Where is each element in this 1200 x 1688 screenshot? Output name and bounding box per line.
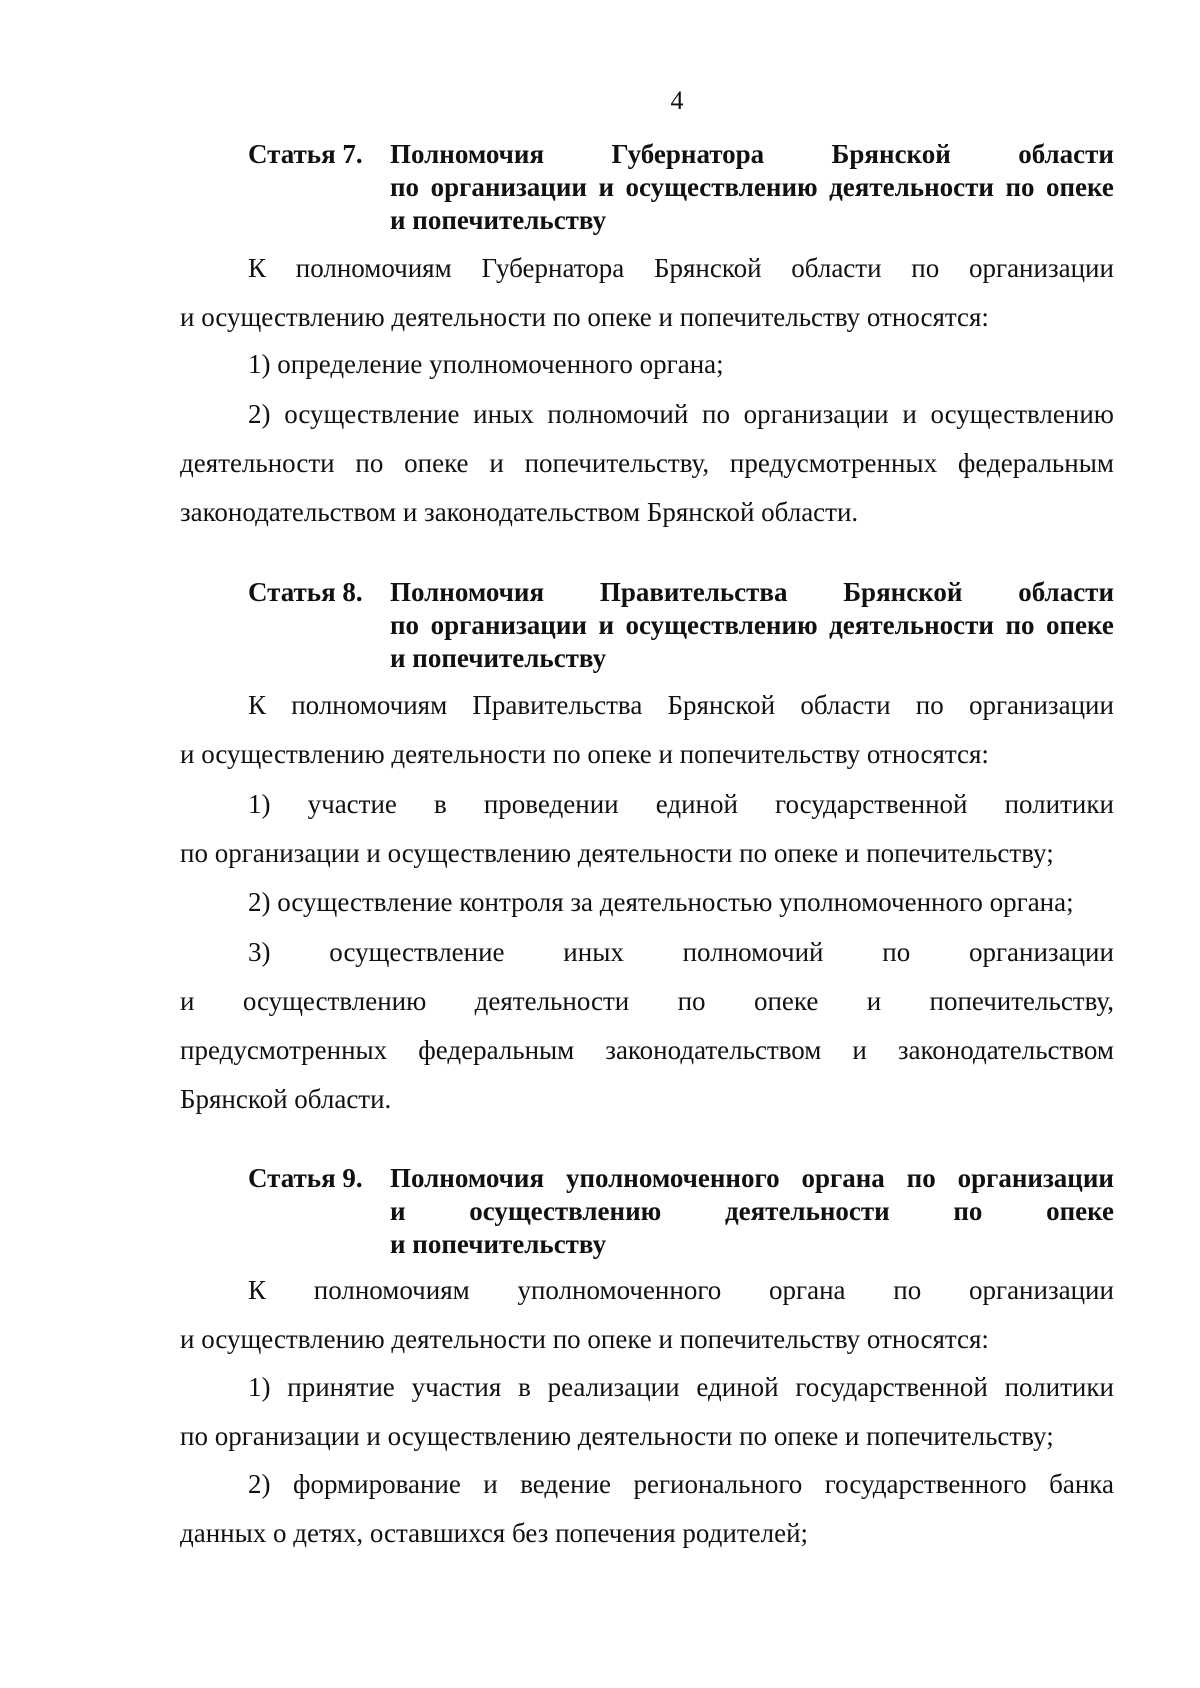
text-line xyxy=(180,244,1114,293)
word: политики xyxy=(1004,1372,1114,1402)
word: осуществлению xyxy=(625,610,818,640)
word: полномочиям xyxy=(313,1275,470,1305)
word: участие xyxy=(307,789,397,819)
word: Брянской области. xyxy=(180,1084,392,1114)
word: и xyxy=(598,610,615,640)
word: осуществлению xyxy=(625,172,818,202)
article-label: Статья 8. xyxy=(248,577,363,607)
word: законодательством xyxy=(605,1035,822,1065)
text-line xyxy=(180,1315,1114,1364)
title-line xyxy=(390,576,1114,609)
article-title xyxy=(390,1162,1114,1261)
word: попечительству, xyxy=(929,986,1114,1016)
word: уполномоченного xyxy=(517,1275,722,1305)
word: Брянской xyxy=(843,577,963,607)
title-line xyxy=(390,609,1114,642)
word: опеке xyxy=(753,986,819,1016)
paragraph xyxy=(180,1266,1114,1364)
article-title xyxy=(390,138,1114,237)
word: и xyxy=(390,1196,406,1226)
word: организации xyxy=(430,610,587,640)
word: области xyxy=(791,253,882,283)
word: и осуществлению деятельности по опеке и попечительству относятся: xyxy=(180,739,989,769)
paragraph xyxy=(180,878,1114,927)
word: по xyxy=(1005,172,1035,202)
word: Губернатора xyxy=(481,253,625,283)
word: и осуществлению деятельности по опеке и попечительству относятся: xyxy=(180,1324,989,1354)
word: организации xyxy=(969,1275,1114,1305)
word: опеке xyxy=(1046,610,1114,640)
title-line xyxy=(390,1228,1114,1261)
title-line xyxy=(390,1162,1114,1195)
word: реализации xyxy=(547,1372,680,1402)
word: 1) xyxy=(248,789,271,819)
word: полномочиям xyxy=(295,253,452,283)
word: по xyxy=(911,253,940,283)
word: попечительству, xyxy=(524,448,710,478)
word: Правительства xyxy=(599,577,788,607)
word: данных о детях, оставшихся без попечения родителей; xyxy=(180,1518,809,1548)
text-line xyxy=(180,390,1114,439)
word: по xyxy=(906,1163,936,1193)
word: Правительства xyxy=(472,690,643,720)
word: и xyxy=(483,1469,498,1499)
word: и xyxy=(866,986,882,1016)
article-8-heading xyxy=(248,576,1114,675)
word: федеральным xyxy=(957,448,1114,478)
word: формирование xyxy=(292,1469,461,1499)
word: организации xyxy=(430,172,587,202)
text-line xyxy=(180,1026,1114,1075)
word: 1) xyxy=(248,1372,271,1402)
word: осуществление xyxy=(329,937,505,967)
word: области xyxy=(800,690,891,720)
word: государственной xyxy=(775,789,968,819)
word: 2) осуществление контроля за деятельностью уполномоченного органа; xyxy=(248,887,1074,917)
paragraph xyxy=(180,390,1114,537)
word: иных xyxy=(473,399,534,429)
word: участия xyxy=(411,1372,502,1402)
word: законодательством и законодательством Брянской области. xyxy=(180,497,859,527)
word: области xyxy=(1018,139,1114,169)
word: и попечительству xyxy=(390,1229,607,1259)
word: предусмотренных xyxy=(729,448,938,478)
word: опеке xyxy=(1046,1196,1114,1226)
word: по xyxy=(390,172,420,202)
word: единой xyxy=(696,1372,779,1402)
text-line xyxy=(180,439,1114,488)
title-line xyxy=(390,171,1114,204)
word: и попечительству xyxy=(390,643,607,673)
word: и xyxy=(180,986,195,1016)
word: по xyxy=(702,399,730,429)
word: Брянской xyxy=(667,690,776,720)
word: по xyxy=(953,1196,983,1226)
word: полномочий xyxy=(547,399,689,429)
word: иных xyxy=(563,937,624,967)
text-line xyxy=(180,681,1114,730)
word: К xyxy=(248,253,267,283)
title-line xyxy=(390,1195,1114,1228)
word: банка xyxy=(1049,1469,1114,1499)
word: по xyxy=(882,937,911,967)
word: по организации и осуществлению деятельности по опеке и попечительству; xyxy=(180,838,1054,868)
word: и xyxy=(852,1035,867,1065)
article-label: Статья 9. xyxy=(248,1163,363,1193)
word: принятие xyxy=(287,1372,395,1402)
word: полномочиям xyxy=(291,690,448,720)
article-9-heading xyxy=(248,1162,1114,1261)
title-line xyxy=(390,642,1114,675)
word: ведение xyxy=(520,1469,612,1499)
word: 2) xyxy=(248,399,271,429)
word: по xyxy=(390,610,420,640)
word: и попечительству xyxy=(390,205,607,235)
word: по xyxy=(1005,610,1035,640)
article-7-heading xyxy=(248,138,1114,237)
word: осуществление xyxy=(284,399,460,429)
article-label: Статья 7. xyxy=(248,139,363,169)
text-line xyxy=(180,293,1114,342)
paragraph xyxy=(180,244,1114,342)
paragraph xyxy=(180,780,1114,878)
word: организации xyxy=(968,937,1114,967)
word: области xyxy=(1018,577,1114,607)
word: Брянской xyxy=(831,139,951,169)
page-number: 4 xyxy=(670,86,684,115)
text-line xyxy=(180,1460,1114,1509)
word: государственного xyxy=(824,1469,1027,1499)
word: Полномочия xyxy=(390,577,545,607)
word: деятельности xyxy=(829,610,994,640)
word: опеке xyxy=(404,448,469,478)
text-line xyxy=(180,878,1114,927)
word: 3) xyxy=(248,937,271,967)
word: и xyxy=(902,399,917,429)
word: и xyxy=(489,448,504,478)
word: и осуществлению деятельности по опеке и попечительству относятся: xyxy=(180,302,989,332)
article-title xyxy=(390,576,1114,675)
word: Брянской xyxy=(653,253,762,283)
word: по xyxy=(355,448,384,478)
word: осуществлению xyxy=(930,399,1114,429)
word: деятельности xyxy=(180,448,335,478)
word: полномочий xyxy=(682,937,824,967)
text-line xyxy=(180,780,1114,829)
word: в xyxy=(518,1372,531,1402)
paragraph xyxy=(180,340,1114,389)
word: 2) xyxy=(248,1469,271,1499)
paragraph xyxy=(180,928,1114,1124)
word: органа xyxy=(801,1163,885,1193)
title-line xyxy=(390,138,1114,171)
word: по xyxy=(677,986,706,1016)
word: уполномоченного xyxy=(565,1163,780,1193)
text-line xyxy=(180,1363,1114,1412)
text-line xyxy=(180,977,1114,1026)
word: регионального xyxy=(633,1469,803,1499)
word: деятельности xyxy=(829,172,994,202)
word: деятельности xyxy=(724,1196,890,1226)
word: Губернатора xyxy=(611,139,765,169)
word: проведении xyxy=(483,789,619,819)
word: законодательством xyxy=(897,1035,1114,1065)
word: организации xyxy=(957,1163,1114,1193)
text-line xyxy=(180,1509,1114,1558)
word: деятельности xyxy=(474,986,630,1016)
word: органа xyxy=(769,1275,846,1305)
word: в xyxy=(434,789,447,819)
word: Полномочия xyxy=(390,1163,545,1193)
word: по xyxy=(893,1275,922,1305)
paragraph xyxy=(180,1460,1114,1558)
word: осуществлению xyxy=(469,1196,662,1226)
word: единой xyxy=(655,789,738,819)
word: осуществлению xyxy=(242,986,427,1016)
title-line xyxy=(390,204,1114,237)
word: и xyxy=(598,172,615,202)
word: политики xyxy=(1004,789,1114,819)
text-line xyxy=(180,1075,1114,1124)
word: Полномочия xyxy=(390,139,545,169)
text-line xyxy=(180,730,1114,779)
word: организации xyxy=(743,399,889,429)
word: по организации и осуществлению деятельности по опеке и попечительству; xyxy=(180,1421,1054,1451)
word: 1) определение уполномоченного органа; xyxy=(248,349,724,379)
word: К xyxy=(248,1275,267,1305)
word: организации xyxy=(969,253,1114,283)
text-line xyxy=(180,340,1114,389)
word: по xyxy=(915,690,944,720)
word: опеке xyxy=(1046,172,1114,202)
text-line xyxy=(180,1412,1114,1461)
word: организации xyxy=(968,690,1114,720)
word: государственной xyxy=(795,1372,988,1402)
word: К xyxy=(248,690,267,720)
text-line xyxy=(180,1266,1114,1315)
text-line xyxy=(180,928,1114,977)
text-line xyxy=(180,829,1114,878)
word: предусмотренных xyxy=(180,1035,388,1065)
paragraph xyxy=(180,1363,1114,1461)
word: федеральным xyxy=(418,1035,575,1065)
text-line xyxy=(180,488,1114,537)
paragraph xyxy=(180,681,1114,779)
